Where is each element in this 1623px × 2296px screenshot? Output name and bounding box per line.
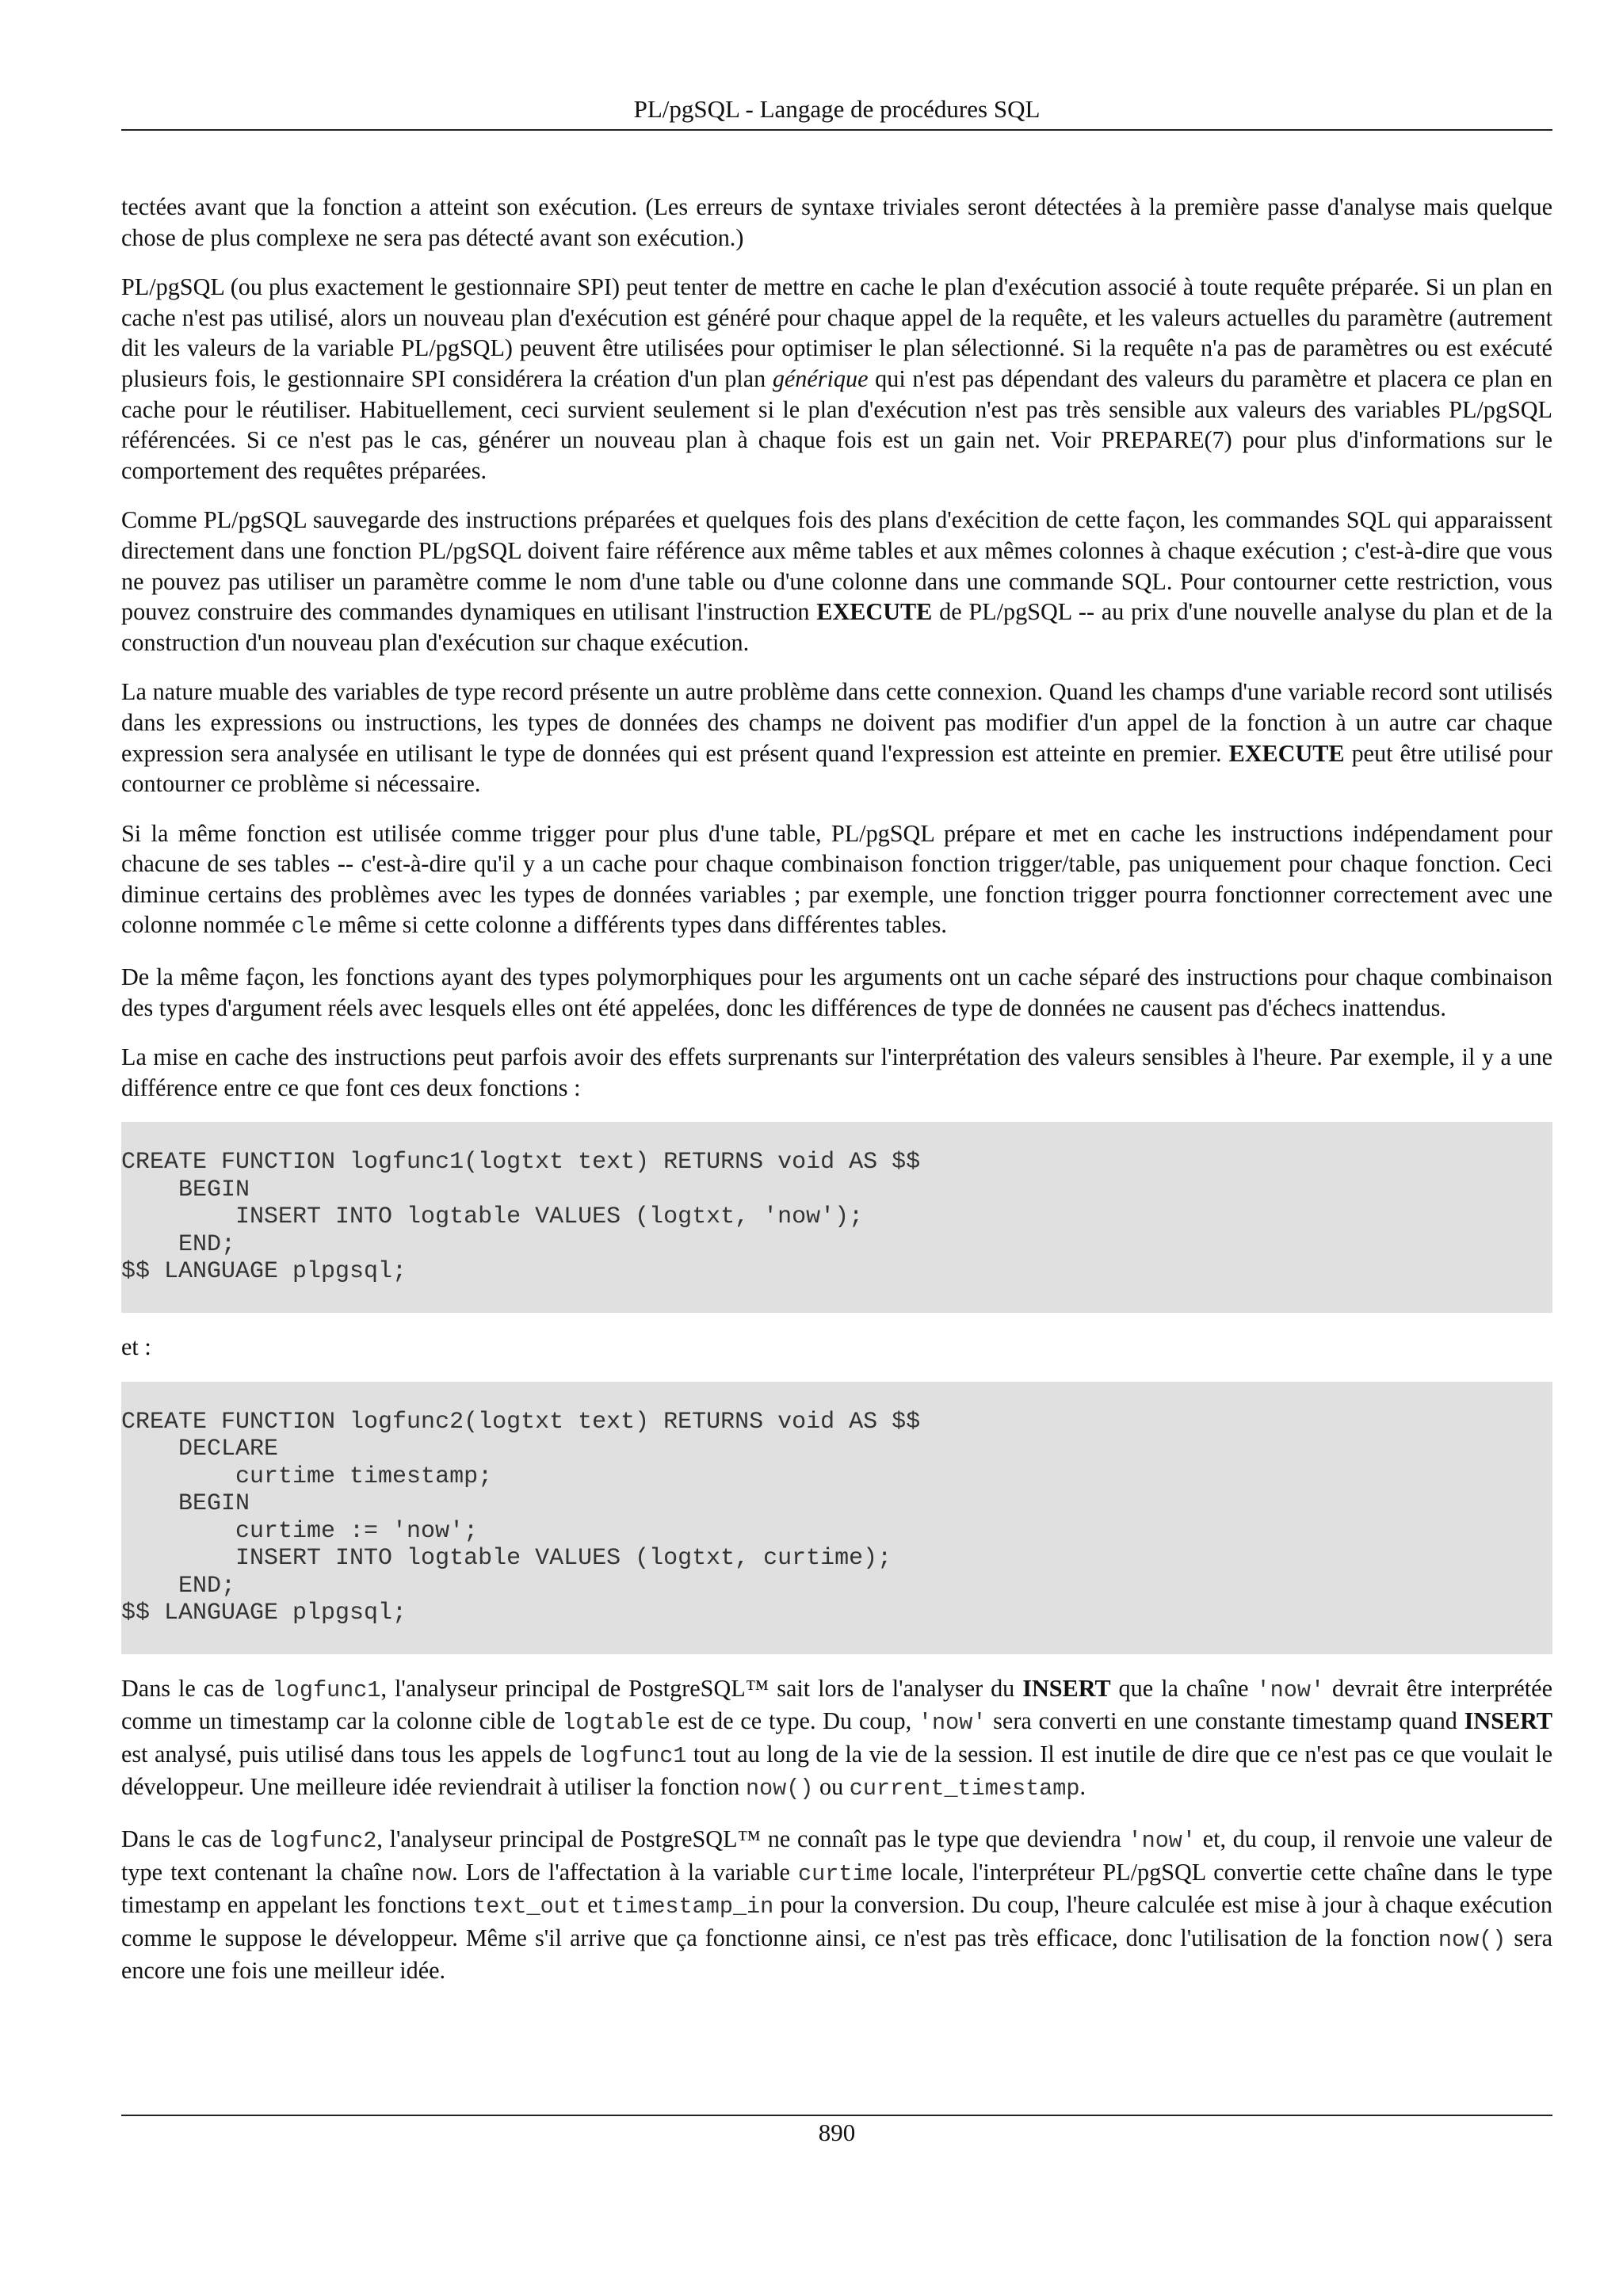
paragraph-3 <box>121 505 1552 658</box>
document-page <box>121 0 1552 2296</box>
text-run: qui n'est pas dépendant des valeurs du paramètre et placera ce plan en cache pour le réutiliser. Habituellement, ceci survient seulement si le plan d'exécution n'est pas très sensible aux valeurs des variables PL/pgSQL référencées. Si ce n'est pas le cas, générer un nouveau plan à chaque fois est un gain net. Voir PREPARE(7) pour plus d'informations sur le comportement des requêtes préparées. <box>121 364 1552 484</box>
header-rule <box>121 129 1552 131</box>
inline-code: logtable <box>562 1710 671 1737</box>
inline-code: current_timestamp <box>849 1775 1080 1802</box>
keyword-execute: EXECUTE <box>816 598 933 626</box>
text-run: et, du coup, il renvoie une valeur de type text contenant la chaîne <box>121 1825 1552 1886</box>
text-run: tout au long de la vie de la session. Il est inutile de dire que ce n'est pas ce que voulait le développeur. Une meilleure idée reviendrait à utiliser la fonction <box>121 1740 1552 1801</box>
code-block-logfunc2: CREATE FUNCTION logfunc2(logtxt text) RETURNS void AS $$ DECLARE curtime timestamp; BEGIN curtime := 'now'; INSERT INTO logtable VALUES (logtxt, curtime); END; $$ LANGUAGE plpgsql; <box>121 1382 1552 1654</box>
text-run: . Lors de l'affectation à la variable <box>452 1858 799 1886</box>
page-number: 890 <box>818 2119 856 2146</box>
text-run: PL/pgSQL (ou plus exactement le gestionnaire SPI) peut tenter de mettre en cache le plan d'exécution associé à toute requête préparée. Si un plan en cache n'est pas utilisé, alors un nouveau plan d'exécution est généré pour chaque appel de la requête, et les valeurs actuelles du paramètre (autrement dit les valeurs de la variable PL/pgSQL) peuvent être utilisées pour optimiser le plan sélectionné. Si la requête n'a pas de paramètres ou est exécuté plusieurs fois, le gestionnaire SPI considérera la création d'un plan <box>121 273 1552 392</box>
paragraph-9 <box>121 1673 1552 1805</box>
inline-code: now() <box>745 1775 814 1802</box>
text-run: devrait être interprétée comme un timestamp car la colonne cible de <box>121 1674 1552 1735</box>
text-run: est de ce type. Du coup, <box>670 1707 918 1735</box>
text-run: locale, l'interpréteur PL/pgSQL convertie cette chaîne dans le type timestamp en appelant les fonctions <box>121 1858 1552 1919</box>
paragraph-6: De la même façon, les fonctions ayant des types polymorphiques pour les arguments ont un cache séparé des instructions pour chaque combinaison des types d'argument réels avec lesquels elles ont été appelées, donc les différences de type de données ne causent pas d'échecs inattendus. <box>121 963 1552 1021</box>
inline-code: cle <box>291 913 332 940</box>
text-run: La nature muable des variables de type record présente un autre problème dans cette connexion. Quand les champs d'une variable record sont utilisés dans les expressions ou instructions, les types de données des champs ne doivent pas modifier d'un appel de la fonction à un autre car chaque expression sera analysée en utilisant le type de données qui est présent quand l'expression est atteinte en premier. <box>121 678 1552 767</box>
footer-rule <box>121 2115 1552 2116</box>
paragraph-4 <box>121 677 1552 799</box>
inline-code: logfunc1 <box>272 1676 381 1703</box>
text-run: peut être utilisé pour contourner ce problème si nécessaire. <box>121 739 1552 798</box>
text-run: et <box>580 1891 612 1919</box>
paragraph-5 <box>121 818 1552 943</box>
text-run: Dans le cas de <box>121 1825 269 1852</box>
text-run: même si cette colonne a différents types dans différentes tables. <box>331 911 947 939</box>
code-block-logfunc1: CREATE FUNCTION logfunc1(logtxt text) RETURNS void AS $$ BEGIN INSERT INTO logtable VALUES (logtxt, 'now'); END; $$ LANGUAGE plpgsql; <box>121 1122 1552 1313</box>
emphasis-generique: générique <box>772 364 869 392</box>
inline-code: logfunc2 <box>268 1827 377 1854</box>
keyword-insert: INSERT <box>1022 1674 1111 1702</box>
page-header: PL/pgSQL - Langage de procédures SQL <box>633 95 1041 123</box>
paragraph-et: et : <box>121 1333 151 1360</box>
inline-code: curtime <box>798 1860 893 1887</box>
paragraph-1: tectées avant que la fonction a atteint son exécution. (Les erreurs de syntaxe triviales seront détectées à la première passe d'analyse mais quelque chose de plus complexe ne sera pas détecté avant son exécution.) <box>121 193 1552 251</box>
keyword-execute: EXECUTE <box>1228 739 1345 767</box>
inline-code: 'now' <box>1128 1827 1197 1854</box>
text-run: Dans le cas de <box>121 1674 273 1702</box>
text-run: est analysé, puis utilisé dans tous les appels de <box>121 1740 579 1768</box>
text-run: de PL/pgSQL -- au prix d'une nouvelle analyse du plan et de la construction d'un nouveau plan d'exécution sur chaque exécution. <box>121 598 1552 656</box>
text-run: . <box>1079 1773 1086 1801</box>
inline-code: timestamp_in <box>611 1894 774 1920</box>
text-run: Comme PL/pgSQL sauvegarde des instructions préparées et quelques fois des plans d'exécition de cette façon, les commandes SQL qui apparaissent directement dans une fonction PL/pgSQL doivent faire référence aux même tables et aux mêmes colonnes à chaque exécution ; c'est-à-dire que vous ne pouvez pas utiliser un paramètre comme le nom d'une table ou d'une colonne dans une commande SQL. Pour contourner cette restriction, vous pouvez construire des commandes dynamiques en utilisant l'instruction <box>121 506 1552 626</box>
inline-code: now <box>411 1860 453 1887</box>
keyword-insert: INSERT <box>1464 1707 1553 1735</box>
paragraph-7: La mise en cache des instructions peut parfois avoir des effets surprenants sur l'interprétation des valeurs sensibles à l'heure. Par exemple, il y a une différence entre ce que font ces deux fonctions : <box>121 1043 1552 1101</box>
paragraph-10 <box>121 1824 1552 1986</box>
text-run: pour la conversion. Du coup, l'heure calculée est mise à jour à chaque exécution comme le suppose le développeur. Même s'il arrive que ça fonctionne ainsi, ce n'est pas très efficace, donc l'utilisation de la fonction <box>121 1891 1552 1951</box>
inline-code: 'now' <box>918 1710 987 1737</box>
inline-code: 'now' <box>1256 1676 1325 1703</box>
text-run: ou <box>813 1773 850 1801</box>
inline-code: logfunc1 <box>578 1742 687 1769</box>
text-run: que la chaîne <box>1110 1674 1257 1702</box>
text-run: , l'analyseur principal de PostgreSQL™ ne connaît pas le type que deviendra <box>376 1825 1128 1852</box>
inline-code: text_out <box>472 1894 581 1920</box>
paragraph-2 <box>121 272 1552 486</box>
inline-code: now() <box>1438 1926 1507 1953</box>
text-run: , l'analyseur principal de PostgreSQL™ sait lors de l'analyser du <box>380 1674 1023 1702</box>
text-run: Si la même fonction est utilisée comme trigger pour plus d'une table, PL/pgSQL prépare et met en cache les instructions indépendament pour chacune de ses tables -- c'est-à-dire qu'il y a un cache pour chaque combinaison fonction trigger/table, pas uniquement pour chaque fonction. Ceci diminue certains des problèmes avec les types de données variables ; par exemple, une fonction trigger pourra fonctionner correctement avec une colonne nommée <box>121 819 1552 939</box>
page-content <box>121 192 1552 2005</box>
text-run: sera encore une fois une meilleur idée. <box>121 1924 1552 1985</box>
text-run: sera converti en une constante timestamp quand <box>986 1707 1465 1735</box>
